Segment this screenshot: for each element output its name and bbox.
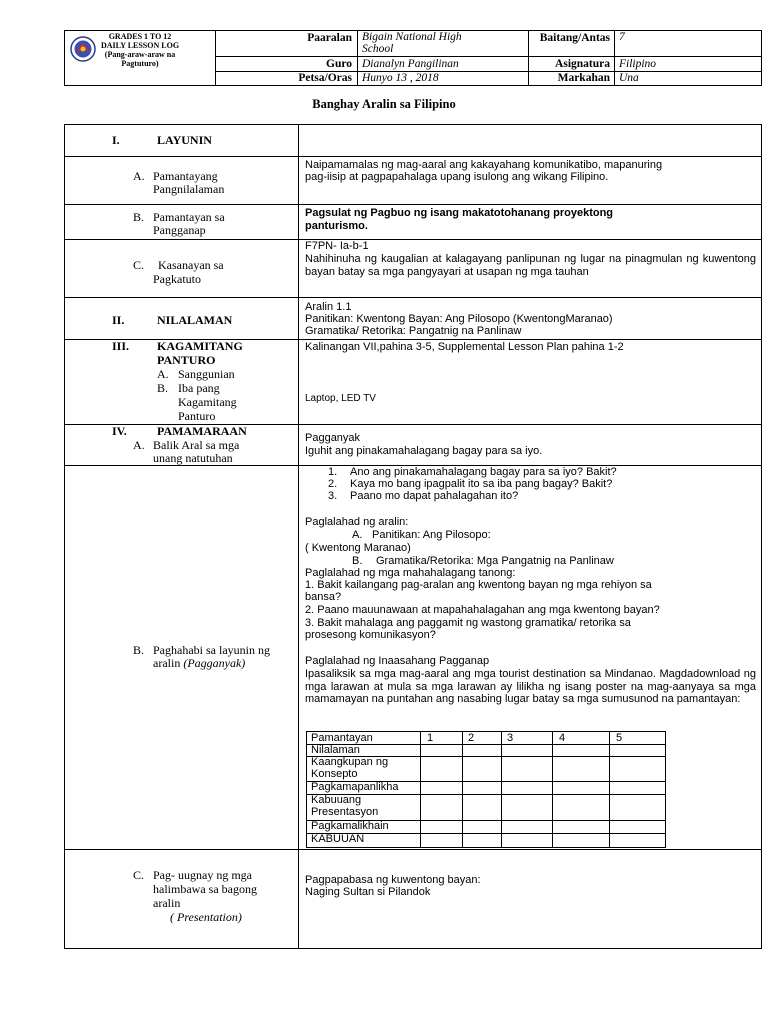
section-num: III.: [112, 339, 130, 353]
item-b-letter: B.: [352, 555, 363, 567]
header-subtitle-text: (Pang-araw-araw na: [104, 50, 176, 59]
rubric-header-2: 2: [468, 732, 475, 744]
paaralan-label: Paaralan: [307, 32, 352, 44]
markahan-label: Markahan: [557, 72, 610, 84]
paghahabi-letter: B.: [133, 643, 145, 657]
rubric-row-pagkamapanlikha: Pagkamapanlikha: [311, 781, 399, 793]
paghahabi-label-2: [153, 657, 245, 670]
paghahabi-label-plain: aralin: [153, 656, 181, 670]
section-num: IV.: [112, 424, 127, 438]
header-subtitle-text-2: Pagtuturo): [121, 59, 159, 68]
nilalaman-line-1: Aralin 1.1: [305, 301, 352, 313]
item-a-letter: A.: [352, 529, 363, 541]
tanong-3-line-1: 3. Bakit mahalaga ang paggamit ng wastong gramatika/ retorika sa: [305, 617, 631, 629]
sanggunian-content: Kalinangan VII,pahina 3-5, Supplemental Lesson Plan pahina 1-2: [305, 341, 624, 353]
pamantayang-content-1: Naipamamalas ng mag-aaral ang kakayahang komunikatibo, mapanuring: [305, 159, 663, 171]
pamantayan-label-2: Pangganap: [153, 223, 206, 237]
column-divider: [298, 124, 299, 949]
tanong-1-line-1: 1. Bakit kailangang pag-aralan ang kwentong bayan ng mga rehiyon sa: [305, 579, 652, 591]
pamantayang-label-1: Pamantayang: [153, 169, 218, 183]
rubric-row-kaangkupan-2: Konsepto: [311, 768, 358, 780]
question-1-text: Ano ang pinakamahalagang bagay para sa iyo? Bakit?: [350, 466, 617, 478]
balik-aral-content-1: Pagganyak: [305, 432, 361, 444]
question-2-text: Kaya mo bang ipagpalit ito sa iba pang bagay? Bakit?: [350, 478, 613, 490]
question-2-num: 2.: [328, 478, 338, 490]
nilalaman-line-2: Panitikan: Kwentong Bayan: Ang Pilosopo (KwentongMaranao): [305, 313, 613, 325]
pamantayang-label-2: Pangnilalaman: [153, 182, 225, 196]
rubric-row-nilalaman: Nilalaman: [311, 744, 360, 756]
section-kagamitang: [112, 339, 243, 353]
rubric-row-kaangkupan-1: Kaangkupan ng: [311, 756, 389, 768]
pamantayang-content-2: pag-iisip at pagpapahalaga upang isulong ang wikang Filipino.: [305, 171, 609, 183]
balik-aral-content-2: Iguhit ang pinakamahalagang bagay para sa iyo.: [305, 445, 543, 457]
section-layunin: [112, 133, 212, 147]
header-info-grid: [216, 30, 762, 86]
pamantayan-label-1: Pamantayan sa: [153, 210, 225, 224]
header-grades-text: GRADES 1 TO 12: [108, 32, 172, 41]
section-label: PAMAMARAAN: [157, 424, 247, 438]
petsa-value: Hunyo 13 , 2018: [362, 72, 439, 84]
sanggunian-label: Sanggunian: [178, 367, 235, 381]
pamantayan-content-1: Pagsulat ng Pagbuo ng isang makatotohanang proyektong: [305, 207, 614, 219]
section-num: I.: [112, 133, 120, 147]
guro-label: Guro: [326, 58, 352, 70]
question-1-num: 1.: [328, 466, 338, 478]
kasanayan-label-2: Pagkatuto: [153, 272, 201, 286]
balik-aral-letter: A.: [133, 438, 145, 452]
pamantayan-content-2: panturismo.: [305, 220, 368, 232]
item-b-text: Gramatika/Retorika: Mga Pangatnig na Panlinaw: [376, 555, 614, 567]
balik-aral-label-1: Balik Aral sa mga: [153, 438, 240, 452]
item-a-text: Panitikan: Ang Pilosopo:: [372, 529, 491, 541]
rubric-header-pamantayan: Pamantayan: [311, 732, 373, 744]
asignatura-value: Filipino: [619, 58, 657, 70]
sanggunian-letter: A.: [157, 367, 169, 381]
item-a-cont: ( Kwentong Maranao): [305, 542, 411, 554]
inaasahang-text: Ipasaliksik sa mga mag-aaral ang mga tourist destination sa Mindanao. Magdadownload ng mga larawan at mula sa mga larawan ay lilikha ng isang poster na mag-aanyaya sa mga mamamayan na puntahan ang nasabing lugar batay sa mga sumusunod na pamantayan:: [305, 668, 756, 706]
guro-value: Dianalyn Pangilinan: [362, 58, 459, 70]
rubric-table: [306, 731, 666, 848]
inaasahang-header: Paglalahad ng Inaasahang Pagganap: [305, 655, 490, 667]
pag-uugnay-content-1: Pagpapabasa ng kuwentong bayan:: [305, 874, 481, 886]
rubric-row-kabuuang-1: Kabuuang: [311, 794, 362, 806]
section-label: LAYUNIN: [157, 133, 212, 147]
paglalahad-header: Paglalahad ng aralin:: [305, 516, 409, 528]
tanong-3-line-2: prosesong komunikasyon?: [305, 629, 436, 641]
baitang-value: 7: [619, 31, 625, 43]
pag-uugnay-label-2: halimbawa sa bagong: [153, 882, 257, 896]
kasanayan-code: F7PN- Ia-b-1: [305, 240, 369, 252]
pag-uugnay-content-2: Naging Sultan si Pilandok: [305, 886, 431, 898]
tanong-2: 2. Paano mauunawaan at mapahahalagahan ang mga kwentong bayan?: [305, 604, 660, 616]
kasanayan-letter: C.: [133, 258, 145, 272]
pag-uugnay-label-4: ( Presentation): [170, 910, 242, 924]
rubric-header-5: 5: [616, 732, 623, 744]
asignatura-label: Asignatura: [555, 58, 610, 70]
paghahabi-label-italic: (Pagganyak): [183, 656, 246, 670]
pag-uugnay-label-3: aralin: [153, 896, 181, 910]
iba-pang-label-1: Iba pang: [178, 381, 220, 395]
markahan-value: Una: [619, 72, 639, 84]
paaralan-value-1: Bigain National High: [362, 31, 462, 43]
paghahabi-label-1: Paghahabi sa layunin ng: [153, 643, 270, 657]
tanong-header: Paglalahad ng mga mahahalagang tanong:: [305, 567, 516, 579]
iba-pang-label-2: Kagamitang: [178, 395, 237, 409]
iba-pang-letter: B.: [157, 381, 169, 395]
pamantayang-letter: A.: [133, 169, 145, 183]
balik-aral-label-2: unang natutuhan: [153, 451, 233, 465]
pag-uugnay-letter: C.: [133, 868, 145, 882]
deped-seal-icon: [70, 36, 96, 62]
nilalaman-line-3: Gramatika/ Retorika: Pangatnig na Panlinaw: [305, 325, 522, 337]
petsa-label: Petsa/Oras: [298, 72, 352, 84]
rubric-row-kabuuang-2: Presentasyon: [311, 806, 379, 818]
baitang-label: Baitang/Antas: [539, 32, 610, 44]
rubric-row-kabuuan: KABUUAN: [311, 833, 365, 845]
section-nilalaman: [112, 313, 233, 327]
rubric-row-pagkamalikhain: Pagkamalikhain: [311, 820, 389, 832]
question-3-num: 3.: [328, 490, 338, 502]
rubric-header-1: 1: [427, 732, 434, 744]
kasanayan-label-1: Kasanayan sa: [158, 258, 224, 272]
kasanayan-content: Nahihinuha ng kaugalian at kalagayang panlipunan ng lugar na pinagmulan ng kuwentong bayan batay sa mga pangyayari at usapan ng mga tauhan: [305, 253, 756, 278]
section-pamamaraan: [112, 424, 247, 438]
pag-uugnay-label-1: Pag- uugnay ng mga: [153, 868, 252, 882]
tanong-1-line-2: bansa?: [305, 591, 342, 603]
section-label: NILALAMAN: [157, 313, 233, 327]
section-kagamitang-label-2: PANTURO: [157, 353, 216, 367]
section-label: KAGAMITANG: [157, 339, 243, 353]
iba-pang-content: Laptop, LED TV: [305, 393, 376, 404]
paaralan-value-2: School: [362, 43, 394, 55]
rubric-header-3: 3: [507, 732, 514, 744]
rubric-header-4: 4: [559, 732, 566, 744]
document-title: Banghay Aralin sa Filipino: [312, 97, 456, 111]
section-num: II.: [112, 313, 125, 327]
iba-pang-label-3: Panturo: [178, 409, 216, 423]
pamantayan-letter: B.: [133, 210, 145, 224]
header-dll-text: DAILY LESSON LOG: [100, 41, 180, 50]
question-3-text: Paano mo dapat pahalagahan ito?: [350, 490, 519, 502]
